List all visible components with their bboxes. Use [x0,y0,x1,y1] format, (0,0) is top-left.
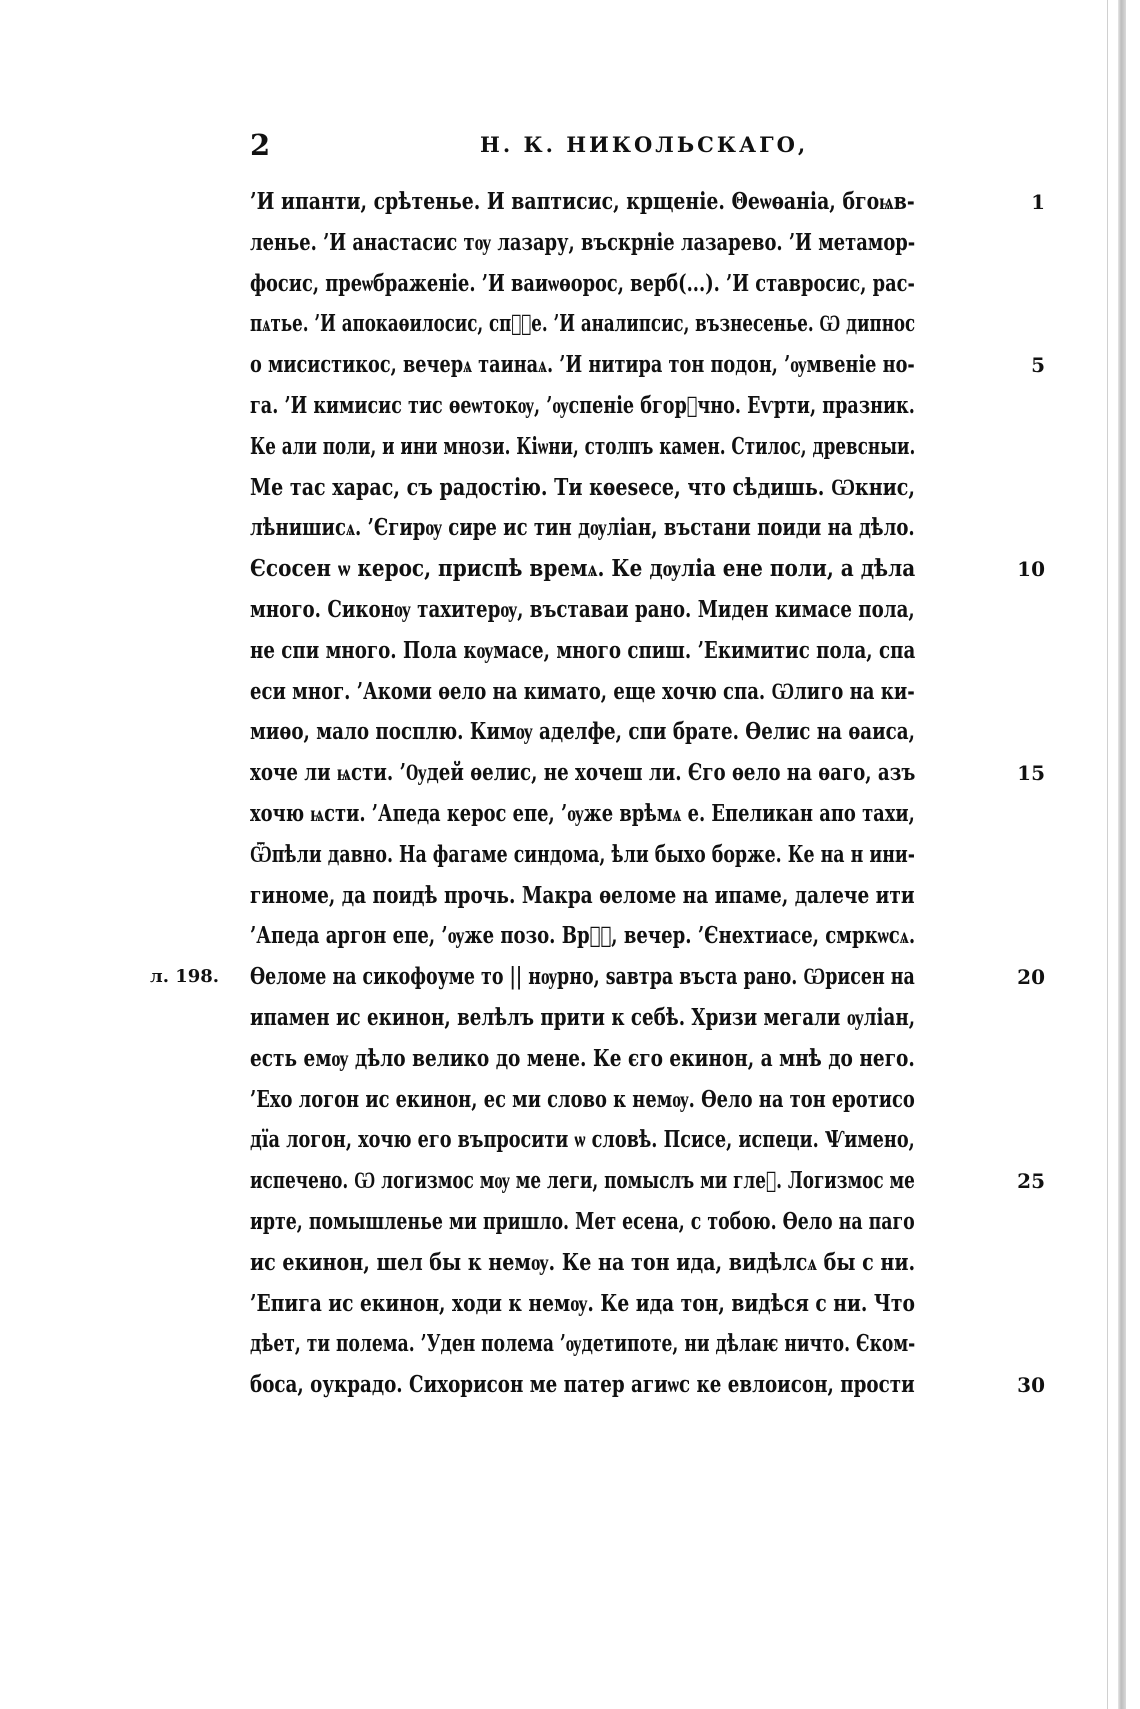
main-text [150,182,1045,1406]
text-line [250,712,1020,753]
text-line [250,794,1020,835]
line-number: 1 [1031,190,1045,214]
line-text: не спи много. Пола кѹмасе, много спиш. ’Екимитис пола, спа [250,636,916,664]
text-line [250,916,1020,957]
line-text: ирте, помышленье ми пришло. Мет есена, с тобою. Ѳело на паго [250,1207,915,1235]
text-line [250,1284,1020,1325]
text-line [250,508,1020,549]
line-text: ’Ехо логон ис екинон, ес ми слово к немѹ. Ѳело на тон еротисо [250,1085,915,1113]
line-text: Ѳеломе на сикофоуме то || нѹрно, ѕавтра въста рано. Ѡрисен на [250,963,915,991]
text-line [250,264,1020,305]
line-number: 5 [1031,353,1045,378]
line-text: испечено. Ѡ логизмос мѹ ме леги, помыслъ ми глеⷮ. Логизмос ме [250,1167,915,1195]
line-text: дѣет, ти полема. ’Уден полема ’ѹдетипоте, ни дѣлаѥ ничто. Єком- [250,1330,916,1358]
line-text: хочю ѩсти. ’Апеда керос епе, ’ѹже врѣмѧ е. Епеликан апо тахи, [250,799,915,827]
line-text: есть емѹ дѣло велико до мене. Ке єго екинон, а мнѣ до него. [250,1044,915,1072]
text-line [250,223,1020,264]
text-line [250,304,1020,345]
text-line [250,1080,1020,1121]
text-line [250,1039,1020,1080]
line-number: 30 [1017,1373,1045,1398]
line-text: дїа логон, хочю его въпросити ѡ словѣ. Псисе, испеци. Ѱимено, [250,1126,915,1154]
line-text: Ѿпѣли давно. На фагаме синдома, ѣли быхо борже. Ке на н ини- [250,840,916,868]
line-text: ’Епига ис екинон, ходи к немѹ. Ке ида тон, видѣся с ни. Что [250,1289,915,1317]
text-line [250,1243,1020,1284]
text-line [250,631,1020,672]
line-number: 25 [1017,1169,1045,1194]
line-text: ’И ипанти, срѣтенье. И ваптисис, крщеніе. Θеѡѳаніа, бгоѩв- [250,188,915,215]
line-number: 15 [1017,761,1045,786]
line-text: Ке али поли, и ини мнози. Кiѡни, столпъ камен. Стилос, древсныи. [250,432,916,460]
scan-edge-line [1107,0,1108,1709]
text-line [250,345,1045,386]
line-text: ипамен ис екинон, велѣлъ прити к себѣ. Хризи мегали ѹліан, [250,1003,916,1031]
line-text: пѧтье. ’И апокаѳилосис, спⷭ҇е. ’И аналипсис, възнесенье. Ѡ дипнос [250,310,916,338]
text-line [250,549,1045,590]
text-line [250,386,1020,427]
text-line [250,1120,1020,1161]
scan-page-edge [1118,0,1126,1709]
line-text: лѣнишисѧ. ’Єгирѹ сире ис тин дѹліан, въстани поиди на дѣло. [250,514,915,542]
line-text: Ме тас харас, съ радостію. Ти кѳеѕесе, что сѣдишь. Ѡкнис, [250,473,916,501]
text-line [250,468,1020,509]
line-text: гиноме, да поидѣ прочь. Макра ѳеломе на ипаме, далече ити [250,881,915,909]
line-text: много. Сиконѹ тахитерѹ, въставаи рано. Миден кимасе пола, [250,595,915,623]
text-line [250,1324,1020,1365]
line-text: ’Апеда аргон епе, ’ѹже позо. Врⷭ҇, вечер. ’Єнехтиасе, смркѡсѧ. [250,922,916,950]
text-line [250,1365,1045,1406]
line-text: боса, оукрадо. Сихорисон ме патер агиѡс ке евлоисон, прости [250,1371,915,1399]
page-number: 2 [250,128,271,162]
text-line [250,590,1020,631]
text-line [250,998,1020,1039]
text-line [250,427,1020,468]
line-number: 20 [1017,965,1045,990]
text-line [150,957,1045,998]
line-text: хоче ли ѩсти. ’Ѹдей ѳелис, не хочеш ли. Єго ѳело на ѳаго, азъ [250,759,916,787]
line-text: миѳо, мало посплю. Кимѹ аделфе, спи брате. Ѳелис на ѳаиса, [250,718,915,746]
page-header [250,128,1020,168]
text-line [250,1202,1020,1243]
running-title: Н. К. НИКОЛЬСКАГО, [480,132,809,157]
text-line [250,182,1045,223]
text-line [250,1161,1045,1202]
line-text: Єсосен ѡ керос, приспѣ времѧ. Ке дѹліа ене поли, а дѣла [250,555,916,583]
leaf-reference: л. 198. [150,966,220,988]
line-text: леньe. ’И анастасис тѹ лазару, въскрніе лазарево. ’И метамор- [250,228,916,256]
text-line [250,672,1020,713]
line-text: фосис, преѡбраженіе. ’И ваиѡѳорос, верб(...). ’И ставросис, рас- [250,269,915,297]
line-number: 10 [1017,557,1045,582]
text-line [250,753,1045,794]
line-text: ис екинон, шел бы к немѹ. Ке на тон ида, видѣлсѧ бы с ни. [250,1248,916,1276]
line-text: га. ’И кимисис тис ѳеѡтокѹ, ’ѹспеніе бгорⷣчно. Еѵрти, празник. [250,391,915,419]
line-text: о мисистикос, вечерѧ таинаѧ. ’И нитира тон подон, ’ѹмвеніе но- [250,351,915,379]
line-text: еси мног. ’Акоми ѳело на кимато, еще хочю спа. Ѡлиго на ки- [250,677,915,705]
text-line [250,876,1020,917]
text-line [250,835,1020,876]
